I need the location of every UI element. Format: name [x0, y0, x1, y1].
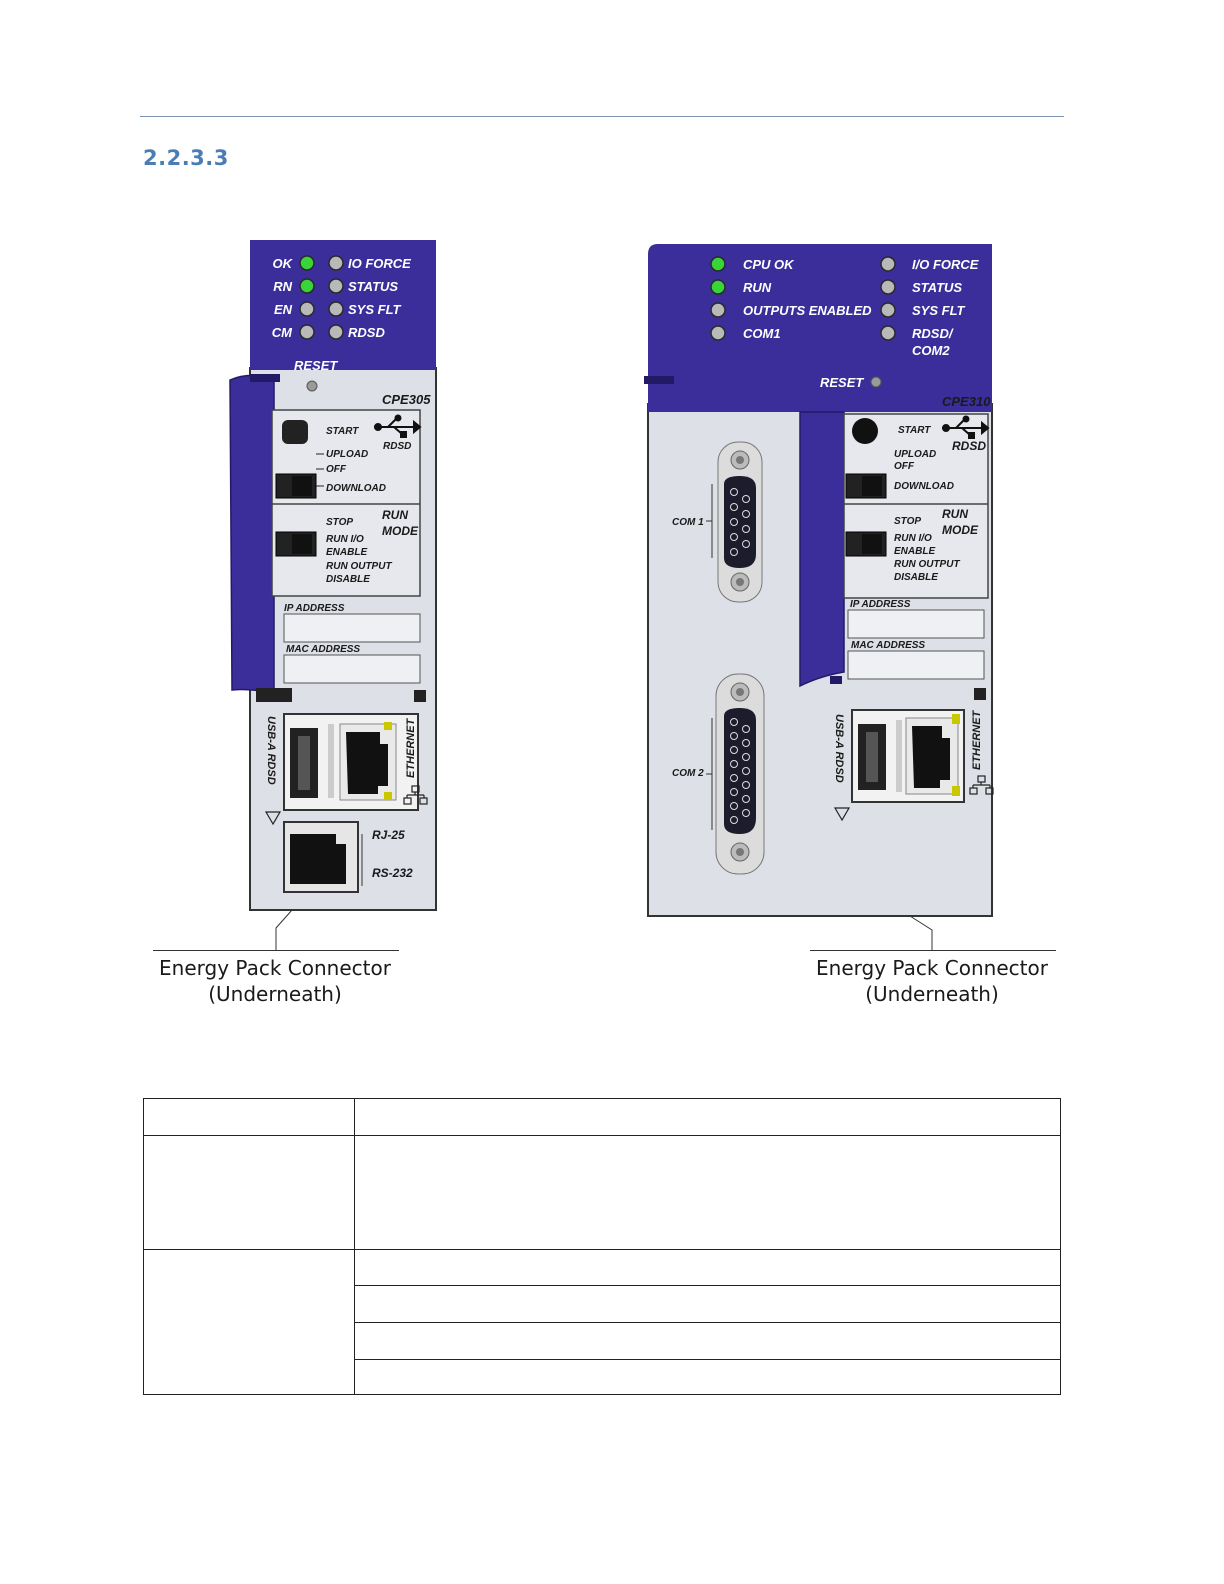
- cpe310-ip-address-field: [848, 610, 984, 638]
- table-cell: [355, 1136, 1061, 1250]
- cpe305-start-label: START: [326, 426, 359, 437]
- cpe310-left-led-label-1: CPU OK: [743, 257, 794, 272]
- cpe310-right-led-label-3: SYS FLT: [912, 303, 965, 318]
- cpe305-run-mode-label-2: MODE: [382, 524, 418, 538]
- table-cell: [355, 1323, 1061, 1360]
- cpe305-right-led-3: [329, 302, 343, 316]
- section-number: 2.2.3.3: [143, 146, 229, 170]
- cpe305-start-button[interactable]: [282, 420, 308, 444]
- cpe310-caption: [797, 955, 1067, 1007]
- spec-table: [143, 1098, 1061, 1395]
- cpe305-left-led-1: [300, 256, 314, 270]
- cpe310-right-led-label-1: I/O FORCE: [912, 257, 979, 272]
- cpe305-left-led-label-4: CM: [271, 325, 292, 340]
- cpe305-model-label: CPE305: [382, 392, 431, 407]
- cpe310-mac-address-field: [848, 651, 984, 679]
- cpe310-left-led-2: [711, 280, 725, 294]
- cpe310-upload-label: UPLOAD: [894, 449, 937, 460]
- cpe310-left-led-label-2: RUN: [743, 280, 772, 295]
- cpe305-left-led-4: [300, 325, 314, 339]
- cpe305-right-led-label-1: IO FORCE: [348, 256, 411, 271]
- table-cell: [355, 1360, 1061, 1395]
- cpe310-com2-label: COM 2: [672, 768, 704, 779]
- cpe305-left-led-label-2: RN: [273, 279, 292, 294]
- cpe310-ethernet-label: ETHERNET: [971, 710, 983, 770]
- cpe305-caption-line-1: Energy Pack Connector: [159, 956, 391, 980]
- cpe310-com2-led-label: COM2: [912, 343, 950, 358]
- cpe310-rdsd-label: RDSD: [952, 439, 987, 453]
- table-cell: [144, 1136, 355, 1250]
- cpe310-model-label: CPE310: [942, 394, 991, 409]
- cpe305-disable-label: DISABLE: [326, 574, 370, 585]
- cpe310-mac-address-label: MAC ADDRESS: [851, 640, 926, 651]
- cpe310-reset-label: RESET: [820, 375, 864, 390]
- cpe310-disable-label: DISABLE: [894, 572, 938, 583]
- cpe310-run-io-label: RUN I/O: [894, 533, 932, 544]
- cpe310-reset-button[interactable]: [871, 377, 881, 387]
- cpe305-left-led-label-3: EN: [273, 302, 292, 317]
- cpe305-mac-address-field: [284, 655, 420, 683]
- header-rule: [140, 116, 1064, 117]
- cpe310-right-led-label-4: RDSD/: [912, 326, 953, 341]
- cpe305-right-led-label-4: RDSD: [348, 325, 385, 340]
- cpe310-com2-connector[interactable]: [716, 674, 764, 874]
- table-cell: [355, 1286, 1061, 1323]
- cpe310-right-led-1: [881, 257, 895, 271]
- table-row: [144, 1250, 1061, 1286]
- cpe310-download-label: DOWNLOAD: [894, 481, 954, 492]
- cpe305-rs232-label: RS-232: [372, 866, 413, 880]
- cpe305-mac-address-label: MAC ADDRESS: [286, 644, 361, 655]
- table-cell: [355, 1099, 1061, 1136]
- cpe305-caption-leader: [270, 908, 300, 952]
- cpe305-left-led-2: [300, 279, 314, 293]
- cpe305-caption: [140, 955, 410, 1007]
- cpe310-caption-line-2: (Underneath): [865, 982, 999, 1006]
- cpe305-right-led-label-3: SYS FLT: [348, 302, 401, 317]
- cpe310-off-label: OFF: [894, 461, 914, 472]
- cpe310-ip-address-label: IP ADDRESS: [850, 599, 911, 610]
- cpe310-right-led-3: [881, 303, 895, 317]
- cpe310-usb-rdsd-label: USB-A RDSD: [833, 714, 845, 783]
- cpe305-right-led-1: [329, 256, 343, 270]
- cpe305-run-io-label: RUN I/O: [326, 534, 364, 545]
- cpe310-right-led-label-2: STATUS: [912, 280, 963, 295]
- cpe310-module: [644, 240, 1000, 920]
- cpe310-com1-connector[interactable]: [718, 442, 762, 602]
- table-row: [144, 1136, 1061, 1250]
- cpe310-com1-label: COM 1: [672, 517, 704, 528]
- cpe310-right-led-4: [881, 326, 895, 340]
- cpe310-run-mode-label-2: MODE: [942, 523, 978, 537]
- cpe305-ethernet-label: ETHERNET: [405, 718, 417, 778]
- cpe310-left-led-label-4: COM1: [743, 326, 781, 341]
- cpe305-right-led-4: [329, 325, 343, 339]
- cpe310-run-mode-label-1: RUN: [942, 507, 968, 521]
- cpe305-ip-address-field: [284, 614, 420, 642]
- cpe305-right-led-label-2: STATUS: [348, 279, 399, 294]
- cpe305-ip-address-label: IP ADDRESS: [284, 603, 345, 614]
- cpe310-caption-leader: [908, 914, 938, 952]
- cpe305-module: [228, 238, 442, 914]
- cpe305-reset-button[interactable]: [307, 381, 317, 391]
- cpe310-caption-line-1: Energy Pack Connector: [816, 956, 1048, 980]
- cpe305-rj25-label: RJ-25: [372, 828, 405, 842]
- cpe305-upload-label: UPLOAD: [326, 449, 369, 460]
- table-cell: [355, 1250, 1061, 1286]
- cpe310-run-output-label: RUN OUTPUT: [894, 559, 960, 570]
- cpe305-reset-label: RESET: [294, 358, 338, 373]
- cpe310-start-button[interactable]: [852, 418, 878, 444]
- cpe305-left-led-3: [300, 302, 314, 316]
- cpe310-left-led-3: [711, 303, 725, 317]
- cpe305-left-led-label-1: OK: [272, 256, 292, 271]
- cpe310-start-label: START: [898, 425, 931, 436]
- cpe305-caption-line-2: (Underneath): [208, 982, 342, 1006]
- cpe310-left-led-4: [711, 326, 725, 340]
- cpe305-stop-label: STOP: [326, 517, 354, 528]
- cpe310-enable-label: ENABLE: [894, 546, 936, 557]
- table-cell: [144, 1250, 355, 1395]
- cpe305-right-led-2: [329, 279, 343, 293]
- table-cell: [144, 1099, 355, 1136]
- cpe310-left-led-1: [711, 257, 725, 271]
- cpe310-right-led-2: [881, 280, 895, 294]
- cpe305-off-label: OFF: [326, 464, 346, 475]
- cpe305-enable-label: ENABLE: [326, 547, 368, 558]
- cpe305-run-output-label: RUN OUTPUT: [326, 561, 392, 572]
- cpe305-usb-rdsd-label: USB-A RDSD: [265, 716, 277, 785]
- cpe305-rdsd-label: RDSD: [383, 441, 412, 452]
- cpe305-run-mode-label-1: RUN: [382, 508, 408, 522]
- cpe310-left-led-label-3: OUTPUTS ENABLED: [743, 303, 872, 318]
- table-row: [144, 1099, 1061, 1136]
- cpe310-stop-label: STOP: [894, 516, 922, 527]
- cpe305-download-label: DOWNLOAD: [326, 483, 386, 494]
